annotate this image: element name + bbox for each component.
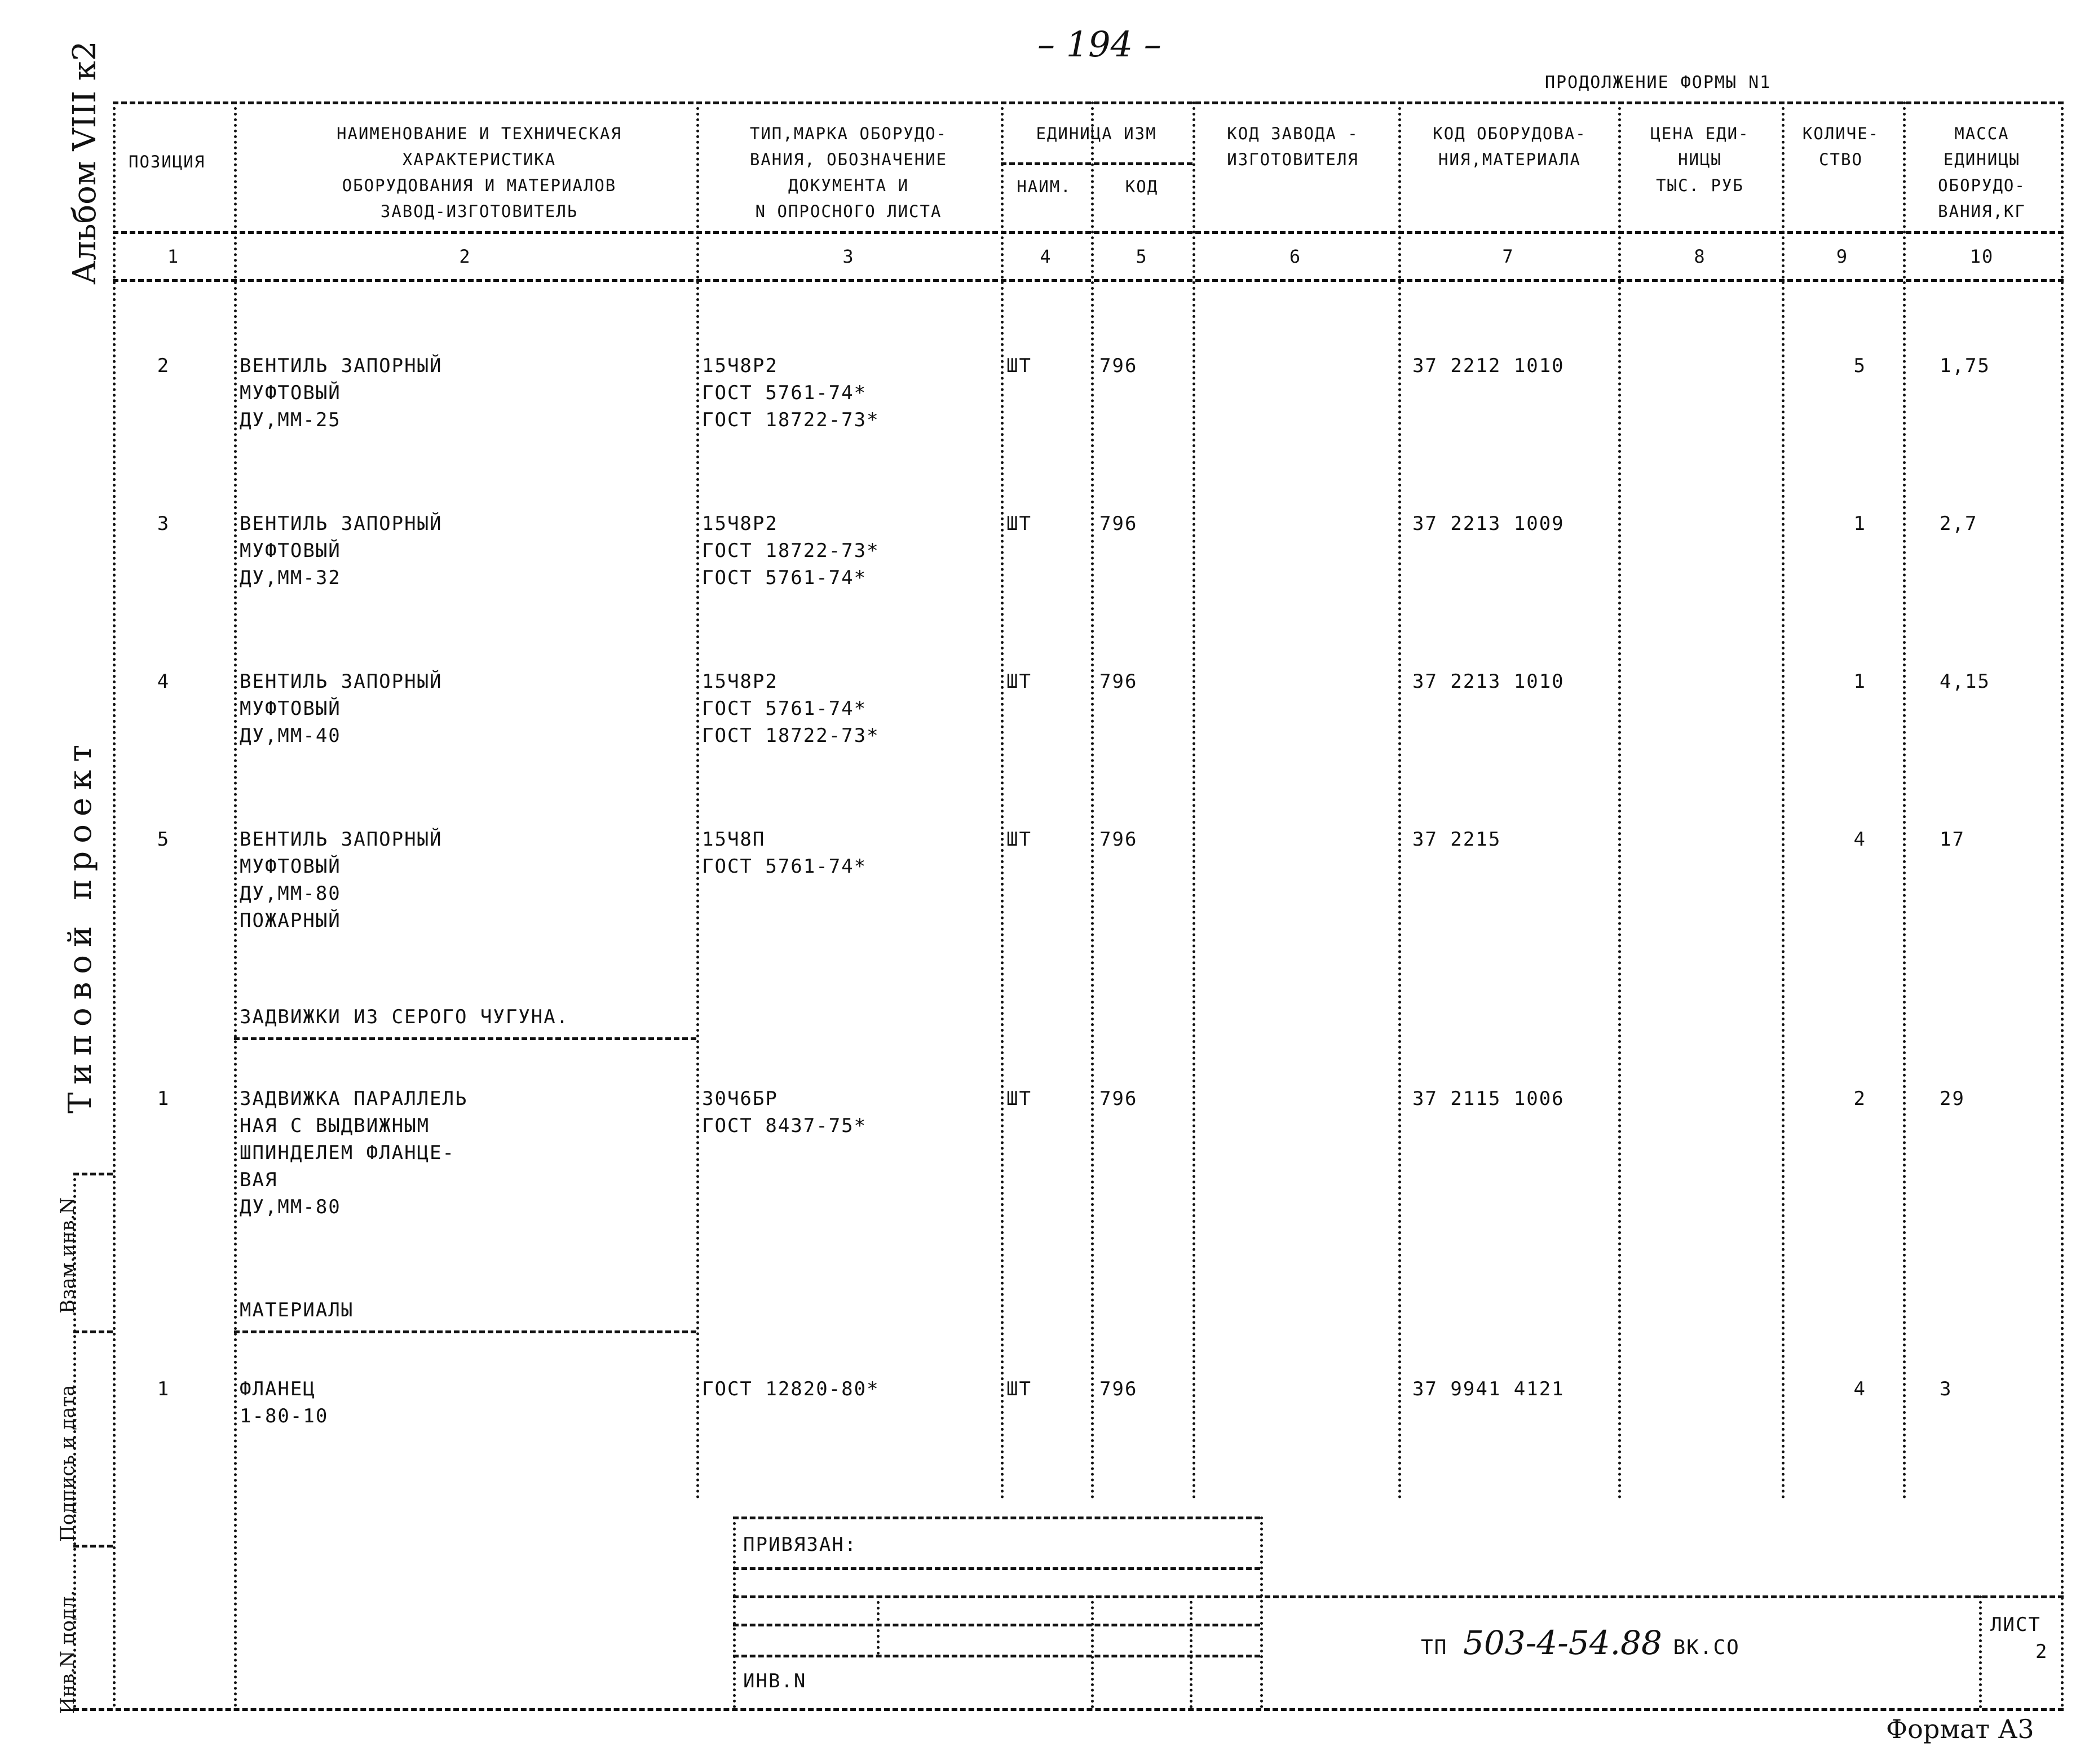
unit-name: ШТ (1006, 828, 1032, 851)
item-name-line: ДУ,ММ-80 (240, 882, 341, 905)
header-plant-code: КОД ЗАВОДА - ИЗГОТОВИТЕЛЯ (1227, 124, 1359, 169)
grid-line (73, 1330, 113, 1333)
item-name-line: ФЛАНЕЦ (240, 1378, 316, 1400)
grid-line (1979, 1595, 1982, 1708)
position-number: 2 (157, 355, 170, 377)
grid-line (113, 231, 2064, 234)
item-type-line: 30Ч6БР (702, 1087, 778, 1110)
grid-line (1091, 1595, 1094, 1708)
item-name-line: ВЕНТИЛЬ ЗАПОРНЫЙ (240, 512, 443, 535)
position-number: 1 (157, 1087, 170, 1110)
position-number: 1 (157, 1378, 170, 1400)
equipment-code: 37 2215 (1412, 828, 1501, 851)
column-number: 9 (1836, 246, 1849, 267)
grid-line (113, 101, 116, 1708)
item-type-line: 15Ч8Р2 (702, 670, 778, 693)
header-mass: МАССА ЕДИНИЦЫ ОБОРУДО- ВАНИЯ,КГ (1938, 124, 2026, 221)
section-heading: ЗАДВИЖКИ ИЗ СЕРОГО ЧУГУНА. (240, 1006, 569, 1028)
header-quantity: КОЛИЧЕ- СТВО (1802, 124, 1880, 169)
grid-line (733, 1624, 1260, 1626)
item-name-line: МУФТОВЫЙ (240, 382, 341, 404)
mass: 1,75 (1940, 355, 1990, 377)
grid-line (1398, 101, 1401, 1500)
item-type-line: ГОСТ 18722-73* (702, 724, 880, 747)
item-name-line: ДУ,ММ-80 (240, 1196, 341, 1218)
quantity: 1 (1853, 512, 1866, 535)
column-number: 5 (1136, 246, 1148, 267)
grid-line (73, 1173, 76, 1708)
position-number: 4 (157, 670, 170, 693)
column-number: 2 (459, 246, 471, 267)
header-equip-code: КОД ОБОРУДОВА- НИЯ,МАТЕРИАЛА (1433, 124, 1587, 169)
equipment-code: 37 9941 4121 (1412, 1378, 1565, 1400)
grid-line (733, 1595, 2064, 1598)
unit-code: 796 (1099, 670, 1138, 693)
item-type-line: ГОСТ 5761-74* (702, 382, 867, 404)
item-name-line: ПОЖАРНЫЙ (240, 909, 341, 932)
unit-name: ШТ (1006, 1087, 1032, 1110)
column-number: 4 (1040, 246, 1052, 267)
header-unit-name: НАИМ. (1017, 177, 1072, 196)
quantity: 5 (1853, 355, 1866, 377)
equipment-code: 37 2212 1010 (1412, 355, 1565, 377)
stamp-inv-label: ИНВ.N (743, 1670, 807, 1692)
grid-line (234, 101, 237, 1708)
item-name-line: МУФТОВЫЙ (240, 540, 341, 562)
unit-code: 796 (1099, 355, 1138, 377)
column-number: 1 (167, 246, 180, 267)
item-type-line: ГОСТ 8437-75* (702, 1115, 867, 1137)
item-type-line: ГОСТ 5761-74* (702, 855, 867, 878)
unit-code: 796 (1099, 512, 1138, 535)
item-name-line: ЗАДВИЖКА ПАРАЛЛЕЛЬ (240, 1087, 468, 1110)
mass: 2,7 (1940, 512, 1978, 535)
grid-line (113, 279, 2064, 282)
mass: 4,15 (1940, 670, 1990, 693)
stamp-attached-label: ПРИВЯЗАН: (743, 1533, 858, 1556)
unit-name: ШТ (1006, 512, 1032, 535)
grid-line (1782, 101, 1785, 1500)
header-type: ТИП,МАРКА ОБОРУДО- ВАНИЯ, ОБОЗНАЧЕНИЕ ДОКУМЕНТА И N ОПРОСНОГО ЛИСТА (749, 124, 948, 221)
grid-line (73, 1708, 2064, 1711)
equipment-code: 37 2213 1009 (1412, 512, 1565, 535)
grid-line (877, 1595, 880, 1655)
quantity: 4 (1853, 1378, 1866, 1400)
unit-code: 796 (1099, 1378, 1138, 1400)
header-name: НАИМЕНОВАНИЕ И ТЕХНИЧЕСКАЯ ХАРАКТЕРИСТИКА ОБОРУДОВАНИЯ И МАТЕРИАЛОВ ЗАВОД-ИЗГОТОВИТЕЛЬ (337, 124, 622, 221)
quantity: 2 (1853, 1087, 1866, 1110)
unit-name: ШТ (1006, 1378, 1032, 1400)
item-type-line: 15Ч8П (702, 828, 766, 851)
grid-line (234, 1330, 696, 1333)
grid-line (1091, 101, 1094, 1500)
item-type-line: ГОСТ 5761-74* (702, 697, 867, 720)
doc-designation: ТП 503-4-54.88 ВК.СО (1421, 1624, 1740, 1662)
unit-name: ШТ (1006, 670, 1032, 693)
item-type-line: ГОСТ 12820-80* (702, 1378, 880, 1400)
grid-line (2061, 101, 2064, 1708)
item-type-line: 15Ч8Р2 (702, 355, 778, 377)
album-label: Альбом VIII к2 (67, 41, 103, 285)
sheet-label: ЛИСТ (1990, 1613, 2041, 1636)
quantity: 4 (1853, 828, 1866, 851)
item-name-line: ВЕНТИЛЬ ЗАПОРНЫЙ (240, 828, 443, 851)
mass: 3 (1940, 1378, 1953, 1400)
grid-line (733, 1517, 736, 1708)
item-name-line: ДУ,ММ-40 (240, 724, 341, 747)
grid-line (1001, 162, 1192, 165)
grid-line (1192, 101, 1195, 1500)
item-name-line: ШПИНДЕЛЕМ ФЛАНЦЕ- (240, 1142, 455, 1164)
unit-code: 796 (1099, 828, 1138, 851)
grid-line (1190, 1595, 1192, 1708)
item-name-line: МУФТОВЫЙ (240, 697, 341, 720)
stamp-signature-date: Подпись и дата (56, 1385, 79, 1542)
grid-line (113, 101, 2064, 104)
grid-line (696, 101, 699, 1500)
column-number: 6 (1289, 246, 1302, 267)
grid-line (1001, 101, 1004, 1500)
grid-line (73, 1173, 113, 1175)
project-label: Типовой проект (62, 736, 99, 1113)
item-name-line: ВАЯ (240, 1169, 278, 1191)
format-label: Формат А3 (1886, 1714, 2034, 1744)
grid-line (733, 1517, 1260, 1519)
section-heading: МАТЕРИАЛЫ (240, 1299, 354, 1321)
item-name-line: ВЕНТИЛЬ ЗАПОРНЫЙ (240, 355, 443, 377)
grid-line (73, 1545, 113, 1548)
unit-name: ШТ (1006, 355, 1032, 377)
item-name-line: МУФТОВЫЙ (240, 855, 341, 878)
equipment-code: 37 2115 1006 (1412, 1087, 1565, 1110)
column-number: 10 (1969, 246, 1994, 267)
stamp-inv-podl: Инв.N подл. (56, 1590, 79, 1714)
grid-line (1618, 101, 1621, 1500)
grid-line (733, 1655, 1260, 1657)
position-number: 3 (157, 512, 170, 535)
item-name-line: 1-80-10 (240, 1405, 329, 1427)
column-number: 8 (1694, 246, 1706, 267)
header-unit: ЕДИНИЦА ИЗМ (1036, 124, 1157, 143)
item-type-line: ГОСТ 5761-74* (702, 567, 867, 589)
unit-code: 796 (1099, 1087, 1138, 1110)
position-number: 5 (157, 828, 170, 851)
header-price: ЦЕНА ЕДИ- НИЦЫ ТЫС. РУБ (1650, 124, 1750, 195)
item-name-line: ДУ,ММ-25 (240, 409, 341, 431)
continuation-label: ПРОДОЛЖЕНИЕ ФОРМЫ N1 (1545, 73, 1772, 92)
sheet-number: 2 (2035, 1641, 2048, 1663)
equipment-code: 37 2213 1010 (1412, 670, 1565, 693)
item-name-line: НАЯ С ВЫДВИЖНЫМ (240, 1115, 430, 1137)
item-type-line: ГОСТ 18722-73* (702, 540, 880, 562)
column-number: 7 (1502, 246, 1514, 267)
grid-line (1260, 1517, 1263, 1708)
grid-line (733, 1567, 1260, 1570)
item-name-line: ВЕНТИЛЬ ЗАПОРНЫЙ (240, 670, 443, 693)
header-unit-code: КОД (1125, 177, 1159, 196)
mass: 29 (1940, 1087, 1965, 1110)
item-name-line: ДУ,ММ-32 (240, 567, 341, 589)
page-number: – 194 – (1037, 24, 1161, 65)
mass: 17 (1940, 828, 1965, 851)
grid-line (1903, 101, 1906, 1500)
column-number: 3 (842, 246, 855, 267)
grid-line (234, 1037, 696, 1040)
item-type-line: ГОСТ 18722-73* (702, 409, 880, 431)
item-type-line: 15Ч8Р2 (702, 512, 778, 535)
stamp-vzam-inv: Взам.инв.N (56, 1197, 79, 1314)
quantity: 1 (1853, 670, 1866, 693)
header-position: ПОЗИЦИЯ (129, 152, 206, 171)
